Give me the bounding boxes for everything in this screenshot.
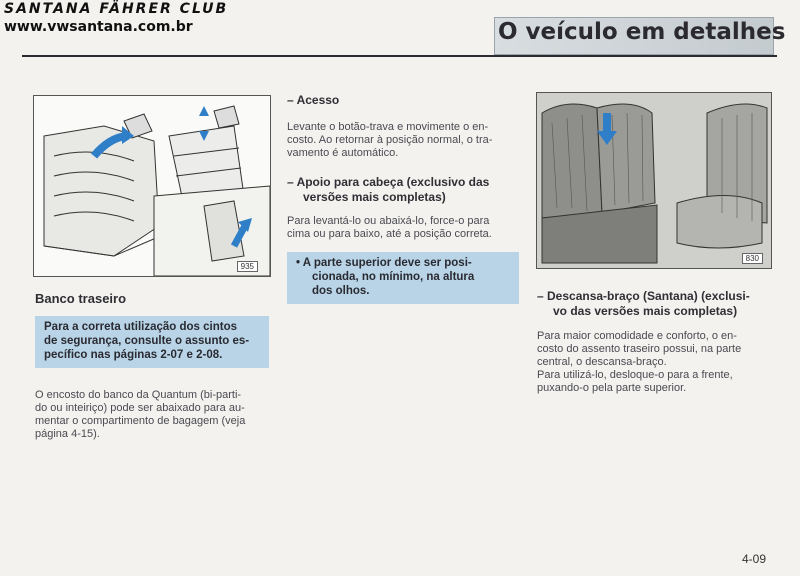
headrest-note: • A parte superior deve ser posi- cionada, no mínimo, na altura dos olhos. (296, 257, 475, 297)
header-rule (22, 55, 777, 57)
figure-number: 830 (742, 253, 763, 264)
figure-number: 935 (237, 261, 258, 272)
page-number: 4-09 (742, 552, 767, 566)
armrest-heading: – Descansa-braço (Santana) (exclusi- vo das versões mais completas) (537, 289, 750, 318)
armrest-paragraph: Para maior comodidade e conforto, o en- costo do assento traseiro possui, na parte central, o descansa-braço. Para utilizá-lo, desloque-o para a frente, puxando-o pela parte superior. (537, 330, 742, 394)
watermark-club: SANTANA FÄHRER CLUB (4, 1, 229, 17)
apoio-paragraph: Para levantá-lo ou abaixá-lo, force-o para cima ou para baixo, até a posição correta. (287, 215, 492, 240)
armrest-illustration (537, 93, 771, 268)
section-heading: Banco traseiro (35, 291, 127, 306)
seatbelt-note: Para a correta utilização dos cintos de segurança, consulte o assunto es- pecífico nas páginas 2-07 e 2-08. (44, 321, 250, 361)
page-title: O veículo em detalhes (498, 19, 786, 45)
rear-seat-figure (33, 95, 271, 277)
acesso-heading: – Acesso (287, 93, 340, 107)
armrest-figure (536, 92, 772, 269)
rear-seat-illustration (34, 96, 270, 276)
acesso-paragraph: Levante o botão-trava e movimente o en- costo. Ao retornar à posição normal, o tra- vamento é automático. (287, 121, 493, 159)
quantum-paragraph: O encosto do banco da Quantum (bi-parti- do ou inteiriço) pode ser abaixado para au- mentar o compartimento de bagagem (veja página 4-15). (35, 389, 246, 440)
apoio-heading: – Apoio para cabeça (exclusivo das versões mais completas) (287, 175, 490, 204)
watermark-site: www.vwsantana.com.br (4, 19, 193, 35)
